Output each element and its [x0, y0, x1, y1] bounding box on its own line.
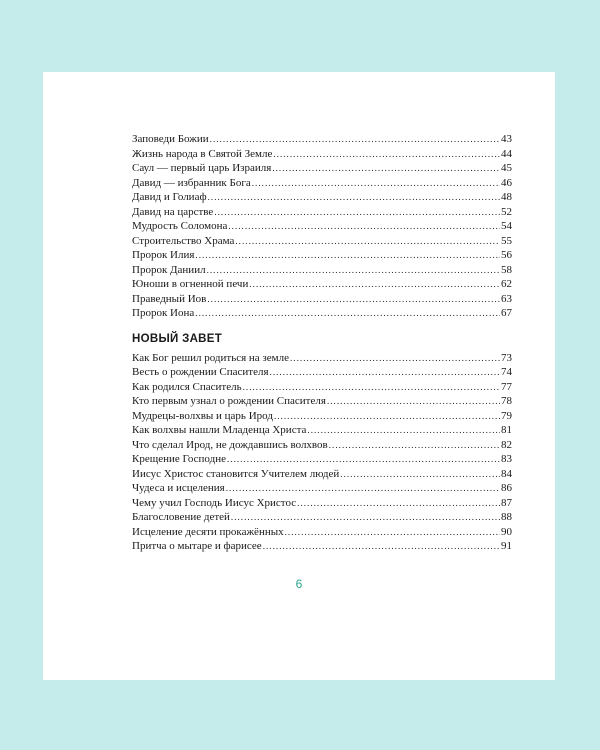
toc-entry-page: 55	[501, 234, 512, 247]
toc-entry-page: 81	[501, 424, 512, 436]
toc-entry-title: Благословение детей	[132, 511, 230, 523]
dot-leader	[207, 292, 500, 307]
dot-leader	[270, 365, 500, 380]
toc-entry-page: 58	[501, 263, 512, 276]
toc-entry	[132, 496, 512, 511]
toc-entry	[132, 132, 512, 147]
dot-leader	[231, 510, 500, 525]
dot-leader	[243, 380, 500, 395]
toc-entry-page: 74	[501, 366, 512, 378]
toc-entry-title: Как волхвы нашли Младенца Христа	[132, 424, 307, 436]
dot-leader	[274, 409, 500, 424]
dot-leader	[235, 234, 500, 249]
book-page	[43, 72, 555, 680]
toc-entry	[132, 467, 512, 482]
dot-leader	[307, 423, 500, 438]
dot-leader	[285, 525, 500, 540]
toc-entry	[132, 365, 512, 380]
toc-entry	[132, 277, 512, 292]
toc-entry-page: 78	[501, 395, 512, 407]
toc-entry	[132, 263, 512, 278]
toc-entry	[132, 219, 512, 234]
dot-leader	[228, 219, 500, 234]
toc-entry-page: 87	[501, 496, 512, 509]
toc-entry	[132, 539, 512, 554]
toc-entry	[132, 452, 512, 467]
toc-entry-page: 79	[501, 409, 512, 422]
toc-entry-page: 88	[501, 511, 512, 523]
toc-entry-title: Давид — избранник Бога	[132, 176, 251, 189]
toc-entry-page: 48	[501, 191, 512, 203]
toc-entry-title: Саул — первый царь Израиля	[132, 162, 272, 174]
toc-entry	[132, 306, 512, 321]
section-heading-new-testament: НОВЫЙ ЗАВЕТ	[132, 332, 223, 345]
dot-leader	[208, 190, 500, 205]
toc-entry-page: 56	[501, 249, 512, 261]
dot-leader	[226, 481, 500, 496]
toc-entry-page: 77	[501, 380, 512, 393]
toc-entry-title: Чудеса и исцеления	[132, 482, 225, 494]
toc-entry-title: Пророк Даниил	[132, 263, 206, 276]
toc-entry-page: 86	[501, 482, 512, 494]
toc-entry-title: Давид и Голиаф	[132, 191, 207, 203]
toc-entry	[132, 176, 512, 191]
toc-entry-title: Что сделал Ирод, не дождавшись волхвов	[132, 438, 328, 451]
toc-entry-page: 43	[501, 133, 512, 145]
toc-entry-page: 84	[501, 467, 512, 480]
toc-entry-page: 54	[501, 220, 512, 232]
toc-entry-title: Как родился Спаситель	[132, 380, 242, 393]
toc-entry	[132, 190, 512, 205]
toc-entry	[132, 438, 512, 453]
toc-entry	[132, 248, 512, 263]
dot-leader	[214, 205, 500, 220]
dot-leader	[272, 161, 500, 176]
dot-leader	[195, 248, 500, 263]
toc-entry-title: Крещение Господне	[132, 453, 226, 465]
toc-entry-page: 91	[501, 540, 512, 552]
dot-leader	[327, 394, 500, 409]
toc-entry	[132, 161, 512, 176]
toc-entry-title: Чему учил Господь Иисус Христос	[132, 496, 297, 509]
toc-entry-page: 52	[501, 205, 512, 218]
toc-entry	[132, 423, 512, 438]
table-of-contents	[132, 132, 512, 554]
toc-entry	[132, 380, 512, 395]
toc-entry-title: Кто первым узнал о рождении Спасителя	[132, 395, 326, 407]
toc-entry-page: 44	[501, 147, 512, 160]
dot-leader	[273, 147, 500, 162]
toc-entry	[132, 147, 512, 162]
dot-leader	[290, 351, 500, 366]
toc-entry-page: 82	[501, 438, 512, 451]
dot-leader	[263, 539, 500, 554]
toc-entry-title: Давид на царстве	[132, 205, 214, 218]
dot-leader	[207, 263, 500, 278]
page-number: 6	[295, 577, 303, 591]
dot-leader	[249, 277, 500, 292]
toc-entry-title: Пророк Иона	[132, 307, 195, 319]
toc-entry-title: Пророк Илия	[132, 249, 195, 261]
toc-entry-page: 83	[501, 453, 512, 465]
toc-entry-title: Исцеление десяти прокажённых	[132, 525, 284, 538]
toc-entry	[132, 525, 512, 540]
toc-entry	[132, 409, 512, 424]
toc-entry	[132, 205, 512, 220]
old-testament-list	[132, 132, 512, 321]
toc-entry	[132, 510, 512, 525]
toc-entry-title: Мудрость Соломона	[132, 220, 228, 232]
toc-entry-page: 62	[501, 278, 512, 290]
toc-entry-title: Жизнь народа в Святой Земле	[132, 147, 273, 160]
dot-leader	[195, 306, 500, 321]
toc-entry-title: Праведный Иов	[132, 292, 207, 305]
toc-entry	[132, 351, 512, 366]
new-testament-list	[132, 351, 512, 554]
dot-leader	[297, 496, 500, 511]
dot-leader	[329, 438, 500, 453]
dot-leader	[210, 132, 500, 147]
dot-leader	[252, 176, 500, 191]
toc-entry-page: 90	[501, 525, 512, 538]
toc-entry-title: Как Бог решил родиться на земле	[132, 351, 289, 364]
toc-entry	[132, 394, 512, 409]
toc-entry-title: Иисус Христос становится Учителем людей	[132, 467, 340, 480]
toc-entry	[132, 481, 512, 496]
toc-entry	[132, 292, 512, 307]
toc-entry-page: 46	[501, 176, 512, 189]
dot-leader	[227, 452, 500, 467]
toc-entry-page: 63	[501, 292, 512, 305]
toc-entry-title: Заповеди Божии	[132, 133, 209, 145]
toc-entry-page: 45	[501, 162, 512, 174]
toc-entry-title: Мудрецы-волхвы и царь Ирод	[132, 409, 273, 422]
toc-entry-title: Строительство Храма	[132, 234, 235, 247]
toc-entry-title: Притча о мытаре и фарисее	[132, 540, 262, 552]
toc-entry-page: 67	[501, 307, 512, 319]
toc-entry-page: 73	[501, 351, 512, 364]
dot-leader	[340, 467, 500, 482]
toc-entry-title: Весть о рождении Спасителя	[132, 366, 269, 378]
toc-entry-title: Юноши в огненной печи	[132, 278, 249, 290]
toc-entry	[132, 234, 512, 249]
